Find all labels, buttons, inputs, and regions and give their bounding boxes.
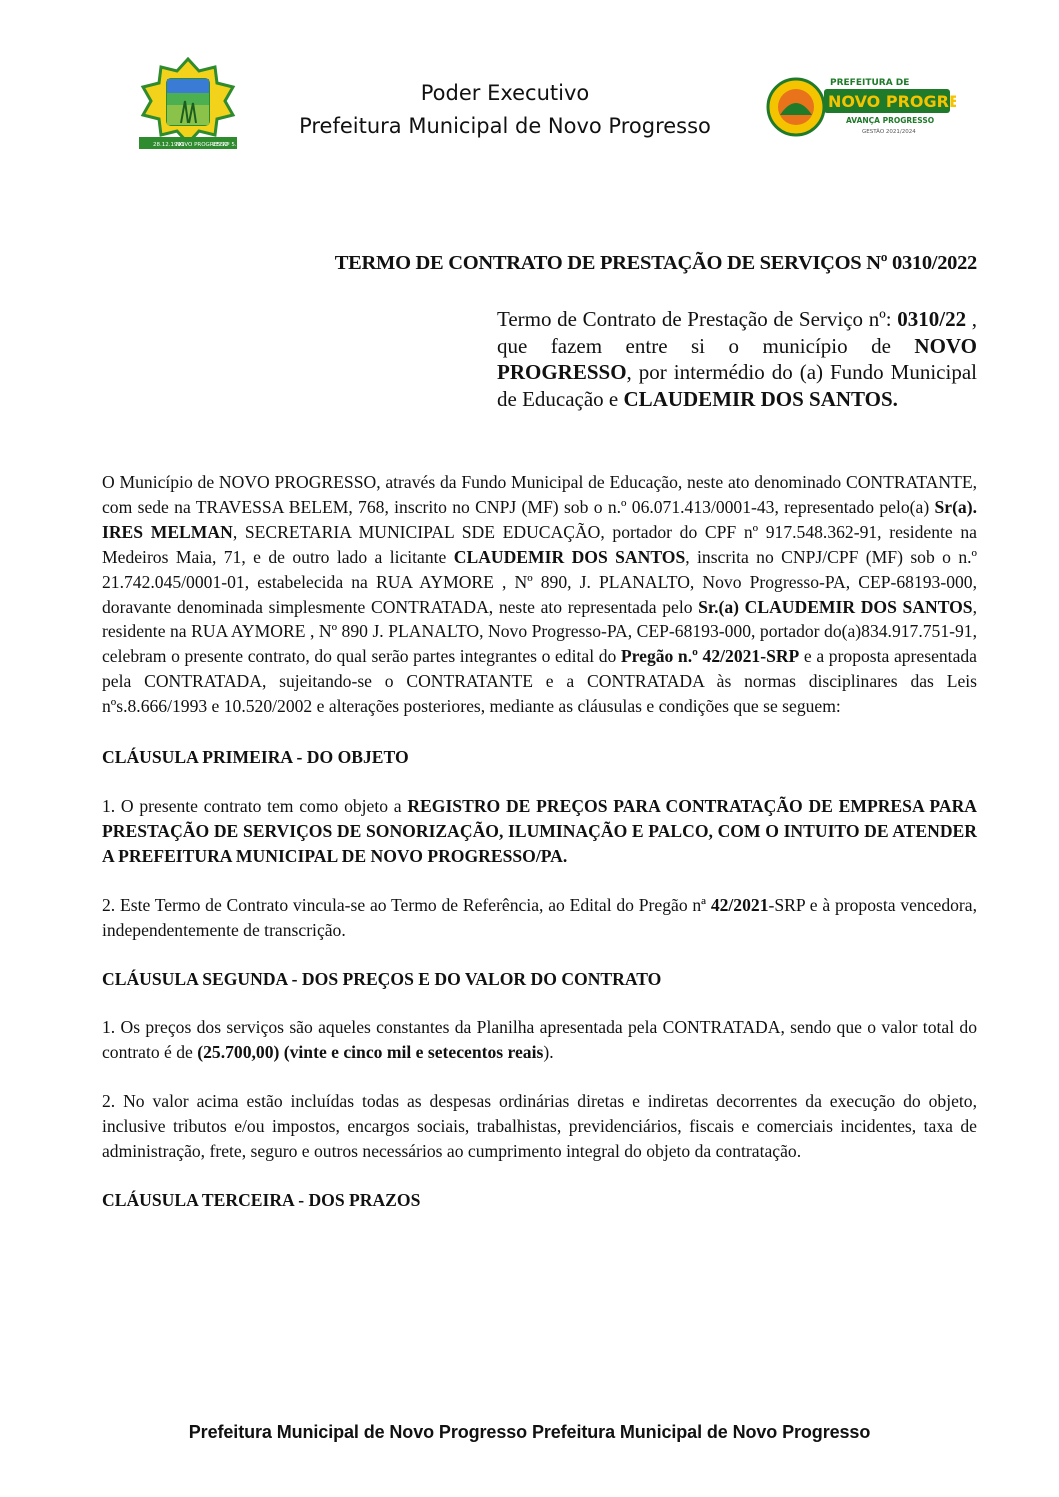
clause-2-paragraph-1: 1. Os preços dos serviços são aqueles constantes da Planilha apresentada pela CONTRATADA, sendo que o valor total do contrato é de (25.700,00) (vinte e cinco mil e setecentos reais). bbox=[102, 1017, 977, 1063]
page-footer: Prefeitura Municipal de Novo Progresso Prefeitura Municipal de Novo Progresso bbox=[188, 1422, 871, 1442]
header-line-1: Poder Executivo bbox=[420, 81, 590, 105]
abstract-municipality: NOVO PROGRESSO bbox=[497, 333, 977, 384]
clause-1-paragraph-1: 1. O presente contrato tem como objeto a REGISTRO DE PREÇOS PARA CONTRATAÇÃO DE EMPRESA PARA PRESTAÇÃO DE SERVIÇOS DE SONORIZAÇÃO, ILUMINAÇÃO E PALCO, COM O INTUITO DE ATENDER A PREFEITURA MUNICIPAL DE NOVO PROGRESSO/PA. bbox=[102, 795, 977, 866]
header-line-2: Prefeitura Municipal de Novo Progresso bbox=[299, 114, 711, 138]
contract-abstract bbox=[497, 306, 977, 412]
letterhead-text bbox=[250, 77, 760, 143]
coat-of-arms-icon bbox=[133, 57, 243, 153]
clause-1-heading: CLÁUSULA PRIMEIRA - DO OBJETO bbox=[102, 747, 409, 768]
clause-2-heading: CLÁUSULA SEGUNDA - DOS PREÇOS E DO VALOR DO CONTRATO bbox=[102, 968, 662, 989]
abstract-contractor: CLAUDEMIR DOS SANTOS. bbox=[623, 386, 898, 411]
crest-law: LEI Nº 5.70 bbox=[213, 142, 243, 148]
logo-sub-text: AVANÇA PROGRESSO bbox=[846, 116, 935, 125]
prefeitura-logo-icon bbox=[766, 71, 956, 141]
abstract-contract-number: 0310/22 bbox=[897, 307, 967, 331]
clause-3-heading: CLÁUSULA TERCEIRA - DOS PRAZOS bbox=[102, 1189, 421, 1210]
logo-main-text: NOVO PROGRE bbox=[828, 92, 956, 111]
contract-body bbox=[102, 470, 977, 1237]
clause-2-paragraph-2: 2. No valor acima estão incluídas todas as despesas ordinárias diretas e indiretas decorrentes da execução do objeto, inclusive tributos e/ou impostos, encargos sociais, trabalhistas, previdenciários, fiscais e comerciais incidentes, taxa de administração, frete, seguro e outros necessários ao cumprimento integral do objeto da contratação. bbox=[102, 1091, 977, 1162]
logo-gestao-text: GESTÃO 2021/2024 bbox=[862, 129, 916, 135]
intro-paragraph: O Município de NOVO PROGRESSO, através da Fundo Municipal de Educação, neste ato denominado CONTRATANTE, com sede na TRAVESSA BELEM, 768, inscrito no CNPJ (MF) sob o n.º 06.071.413/0001-43, representado pelo(a) Sr(a). IRES MELMAN, SECRETARIA MUNICIPAL SDE EDUCAÇÃO, portador do CPF nº 917.548.362-91, residente na Medeiros Maia, 71, e de outro lado a licitante CLAUDEMIR DOS SANTOS, inscrita no CNPJ/CPF (MF) sob o n.º 21.742.045/0001-01, estabelecida na RUA AYMORE , Nº 890, J. PLANALTO, Novo Progresso-PA, CEP-68193-000, doravante denominada simplesmente CONTRATADA, neste ato representada pelo Sr.(a) CLAUDEMIR DOS SANTOS, residente na RUA AYMORE , Nº 890 J. PLANALTO, Novo Progresso-PA, CEP-68193-000, portador do(a)834.917.751-91, celebram o presente contrato, do qual serão partes integrantes o edital do Pregão n.º 42/2021-SRP e a proposta apresentada pela CONTRATADA, sujeitando-se o CONTRATANTE e a CONTRATADA às normas disciplinares das Leis nºs.8.666/1993 e 10.520/2002 e alterações posteriores, mediante as cláusulas e condições que se seguem: bbox=[102, 472, 977, 717]
abstract-text: Termo de Contrato de Prestação de Serviço nº: bbox=[497, 307, 898, 331]
crest-name: NOVO PROGRESSO bbox=[176, 142, 229, 148]
abstract-text: , por intermédio do (a) Fundo Municipal de Educação e bbox=[497, 360, 977, 411]
abstract-text: , que fazem entre si o município de bbox=[497, 307, 978, 358]
document-title: TERMO DE CONTRATO DE PRESTAÇÃO DE SERVIÇOS Nº 0310/2022 bbox=[334, 252, 977, 274]
clause-1-paragraph-2: 2. Este Termo de Contrato vincula-se ao Termo de Referência, ao Edital do Pregão nª 42/2021-SRP e à proposta vencedora, independentemente de transcrição. bbox=[102, 894, 978, 940]
logo-top-text: PREFEITURA DE bbox=[830, 78, 910, 88]
letterhead bbox=[0, 55, 1059, 165]
crest-date: 28.12.1991 bbox=[153, 142, 185, 148]
